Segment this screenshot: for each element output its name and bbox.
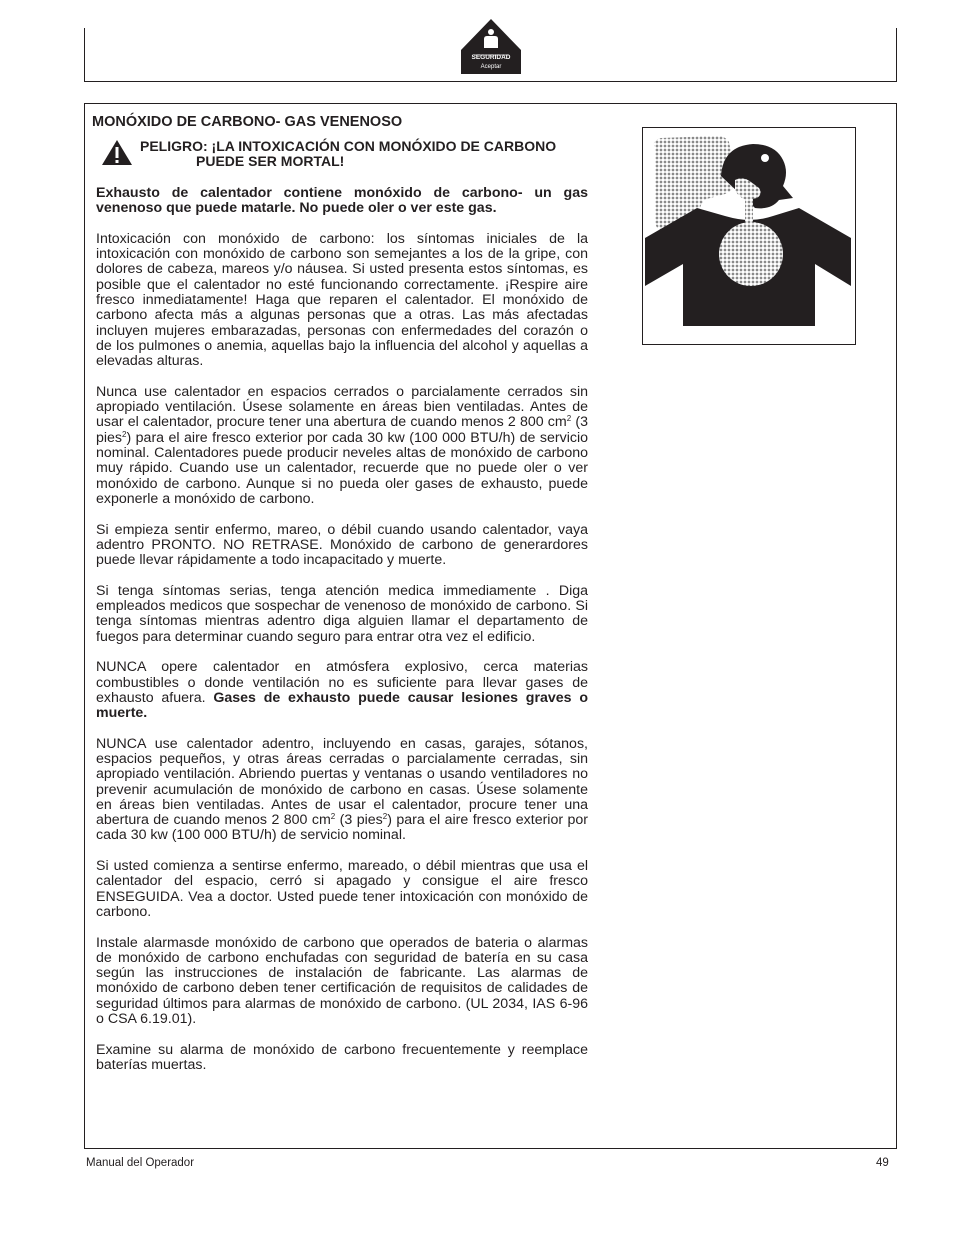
logo-text-main: SEGURIDAD — [471, 54, 511, 61]
paragraph-explosive: NUNCA opere calentador en atmósfera explosivo, cerca materias combustibles o donde ventilación no es suficiente para llevar gases de exhausto afuera. Gases de exhausto puede causar lesiones graves o muerte. — [96, 659, 588, 722]
logo-text-sub: Aceptar — [480, 64, 502, 70]
paragraph-symptoms: Intoxicación con monóxido de carbono: los síntomas iniciales de la intoxicación con monóxido de carbono son semejantes a los de la gripe, con dolores de cabeza, mareos y/o náusea. Si usted presenta estos síntomas, es posible que el calentador no esté funcionando correctamente. ¡Respire aire fresco inmediatamente! Haga que reparen el calentador. El monóxido de carbono afecta más a algunas personas que a otras. Las más afectadas incluyen mujeres embarazadas, personas con enfermedades del corazón o de los pulmones o anemia, aquellas bajo la influencia del alcohol y aquellas a elevadas alturas. — [96, 230, 588, 370]
co-pictogram-frame — [642, 127, 856, 345]
section-title: MONÓXIDO DE CARBONO- GAS VENENOSO — [92, 114, 403, 130]
paragraph-feel-sick: Si empieza sentir enfermo, mareo, o débil cuando usando calentador, vaya adentro PRONTO. NO RETRASE. Monóxido de carbono de generardores puede llevar rápidamente a todo incapacitado y muerte. — [96, 521, 588, 569]
paragraph-medical-attention: Si tenga síntomas serias, tenga atención medica immediamente . Diga empleados medicos que sospechar de venenoso de monóxido de carbono. Si tenga síntomas mientras adentro diga alguien llamar el departamento de fuegos para determinar cuando seguro para entrar otra vez el edificio. — [96, 582, 588, 645]
danger-heading-line1: PELIGRO: ¡LA INTOXICACIÓN CON MONÓXIDO DE CARBONO — [140, 138, 557, 154]
safety-logo — [460, 18, 522, 76]
poison-gas-inhalation-icon — [643, 128, 854, 343]
page-number: 49 — [876, 1157, 889, 1169]
paragraph-dizzy: Si usted comienza a sentirse enfermo, mareado, o débil mientras que usa el calentador del espacio, cerró si apagado y consigue el aire fresco ENSEGUIDA. Vea a doctor. Usted puede tener intoxicación con monóxido de carbono. — [96, 858, 588, 920]
footer-manual-title: Manual del Operador — [86, 1157, 195, 1169]
paragraph-alarms: Instale alarmasde monóxido de carbono que operados de bateria o alarmas de monóxido de carbono enchufadas con seguridad de batería en su casa según las instrucciones de instalación de fabricante. Las alarmas de monóxido de carbono deben tener certificación de requisitos de calidades de seguridad últimos para alarmas de monóxido de carbono. (UL 2034, IAS 6-96 o CSA 6.19.01). — [96, 934, 588, 1028]
warning-triangle-icon — [101, 139, 133, 166]
danger-heading — [140, 139, 592, 169]
paragraph-check-alarm: Examine su alarma de monóxido de carbono frecuentemente y reemplace baterías muertas. — [96, 1041, 588, 1073]
intro-paragraph: Exhausto de calentador contiene monóxido de carbono- un gas venenoso que puede matarle. No puede oler o ver este gas. — [96, 185, 588, 217]
paragraph-never-indoors: NUNCA use calentador adentro, incluyendo en casas, garajes, sótanos, espacios pequeños, y otras áreas cerradas o parcialamente cerradas, sin apropiado ventilación. Abriendo puertas y ventanas o usando ventiladores no prevenir acumulación de monóxido de carbono en casas. Úsese solamente en áreas bien ventiladas. Antes de usar el calentador, procure tener una abertura de cuando menos 2 800 $cm^2$ (3 pies$^2$) para el aire fresco exterior por cada 30 kw (100 000 BTU/h) de servicio nominal. — [96, 735, 588, 844]
body-text — [96, 186, 588, 1089]
danger-heading-line2: PUEDE SER MORTAL! — [196, 153, 345, 169]
paragraph-ventilation: Nunca use calentador en espacios cerrados o parcialamente cerrados sin apropiado ventilación. Úsese solamente en áreas bien ventiladas. Antes de usar el calentador, procure tener una abertura de cuando menos 2 800 $cm^2$ (3 pies$^2$) para el aire fresco exterior por cada 30 kw (100 000 BTU/h) de servicio nominal. Calentadores puede producir neveles altas de monóxido de carbono muy rápido. Cuando use un calentador, recuerde que no puede oler o ver monóxido de carbono. Aunque si no pueda oler gases de exhausto, puede exponerle a monóxido de carbono. — [96, 383, 588, 507]
